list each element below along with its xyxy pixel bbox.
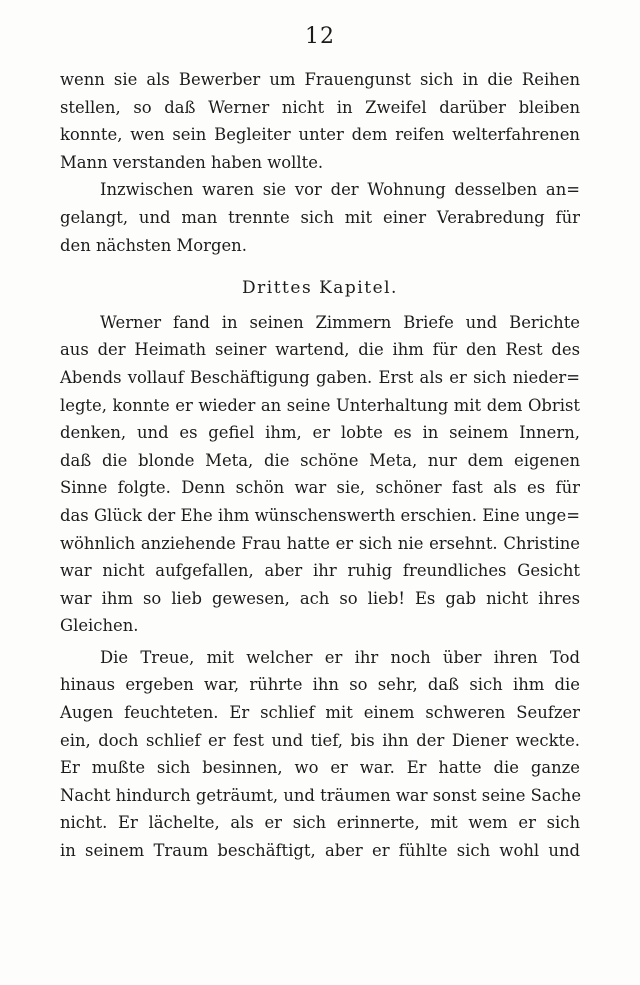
page-number: 12 bbox=[305, 24, 335, 49]
text-line: Gleichen. bbox=[60, 616, 139, 636]
text-line: Nacht hindurch geträumt, und träumen war sonst seine Sache bbox=[60, 785, 582, 805]
text-line: Mann verstanden haben wollte. bbox=[60, 152, 324, 172]
text-line: war nicht aufgefallen, aber ihr ruhig freundliches Gesicht bbox=[60, 561, 580, 581]
text-line: stellen, so daß Werner nicht in Zweifel darüber bleiben bbox=[60, 97, 580, 117]
text-line: das Glück der Ehe ihm wünschenswerth erschien. Eine unge= bbox=[60, 505, 580, 525]
text-line: ein, doch schlief er fest und tief, bis ihn der Diener weckte. bbox=[60, 730, 580, 750]
text-line: Abends vollauf Beschäftigung gaben. Erst als er sich nieder= bbox=[60, 367, 580, 387]
text-line: nicht. Er lächelte, als er sich erinnerte, mit wem er sich bbox=[60, 813, 580, 833]
text-line: den nächsten Morgen. bbox=[60, 235, 247, 255]
text-line: konnte, wen sein Begleiter unter dem reifen welterfahrenen bbox=[60, 125, 580, 145]
text-line: Sinne folgte. Denn schön war sie, schöner fast als es für bbox=[60, 478, 580, 498]
paragraph-3 bbox=[60, 309, 580, 640]
text-line: denken, und es gefiel ihm, er lobte es in seinem Innern, bbox=[60, 423, 580, 443]
text-line: wöhnlich anziehende Frau hatte er sich nie ersehnt. Christine bbox=[60, 533, 580, 553]
text-line: legte, konnte er wieder an seine Unterhaltung mit dem Obrist bbox=[60, 395, 580, 415]
text-line: daß die blonde Meta, die schöne Meta, nur dem eigenen bbox=[60, 450, 580, 470]
chapter-heading: Drittes Kapitel. bbox=[242, 278, 398, 299]
text-line: Werner fand in seinen Zimmern Briefe und Berichte bbox=[100, 312, 580, 332]
text-line: hinaus ergeben war, rührte ihn so sehr, daß sich ihm die bbox=[60, 675, 580, 695]
text-line: war ihm so lieb gewesen, ach so lieb! Es gab nicht ihres bbox=[60, 588, 580, 608]
text-line: Er mußte sich besinnen, wo er war. Er hatte die ganze bbox=[60, 758, 580, 778]
paragraph-2 bbox=[60, 176, 580, 259]
text-line: Die Treue, mit welcher er ihr noch über ihren Tod bbox=[100, 647, 580, 667]
body-text bbox=[60, 66, 580, 865]
text-line: gelangt, und man trennte sich mit einer Verabredung für bbox=[60, 207, 580, 227]
text-line: Augen feuchteten. Er schlief mit einem schweren Seufzer bbox=[60, 703, 580, 723]
paragraph-1 bbox=[60, 66, 580, 176]
text-line: Inzwischen waren sie vor der Wohnung desselben an= bbox=[100, 180, 580, 200]
text-line: wenn sie als Bewerber um Frauengunst sich in die Reihen bbox=[60, 70, 580, 89]
text-line: in seinem Traum beschäftigt, aber er fühlte sich wohl und bbox=[60, 841, 580, 861]
paragraph-4 bbox=[60, 644, 580, 865]
text-line: aus der Heimath seiner wartend, die ihm für den Rest des bbox=[60, 340, 580, 360]
